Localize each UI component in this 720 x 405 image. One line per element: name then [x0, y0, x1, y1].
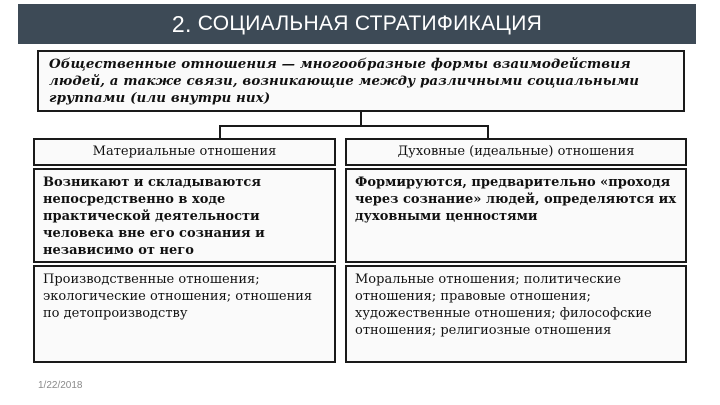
- material-relations-heading: [33, 138, 336, 166]
- spiritual-description-box: [345, 168, 687, 263]
- spiritual-examples-box: [345, 265, 687, 363]
- material-description-box: [33, 168, 336, 263]
- material-examples-box: [33, 265, 336, 363]
- slide-title: СОЦИАЛЬНАЯ СТРАТИФИКАЦИЯ: [197, 12, 543, 35]
- connector-right-drop: [487, 125, 489, 139]
- material-heading-label: Материальные отношения: [92, 144, 277, 159]
- title-bar: [18, 4, 696, 44]
- connector-vertical-top: [360, 112, 362, 126]
- definition-text: Общественные отношения — многообразные формы взаимодействия людей, а также связи, возникающие между различными социальными группами (или внутри них): [49, 56, 640, 106]
- slide-date: 1/22/2018: [38, 380, 83, 391]
- material-examples: Производственные отношения; экологические отношения; отношения по детопроизводству: [43, 272, 313, 321]
- slide-number: 2.: [171, 10, 192, 37]
- spiritual-heading-label: Духовные (идеальные) отношения: [397, 144, 635, 159]
- connector-left-drop: [219, 125, 221, 139]
- material-description: Возникают и складываются непосредственно в ходе практической деятельности человека вне его сознания и независимо от него: [43, 175, 265, 258]
- connector-horizontal: [219, 125, 489, 127]
- definition-box: [37, 50, 685, 112]
- spiritual-relations-heading: [345, 138, 687, 166]
- spiritual-description: Формируются, предварительно «проходя через сознание» людей, определяются их духовными ценностями: [355, 175, 677, 224]
- spiritual-examples: Моральные отношения; политические отношения; правовые отношения; художественные отношения; философские отношения; религиозные отношения: [355, 272, 652, 338]
